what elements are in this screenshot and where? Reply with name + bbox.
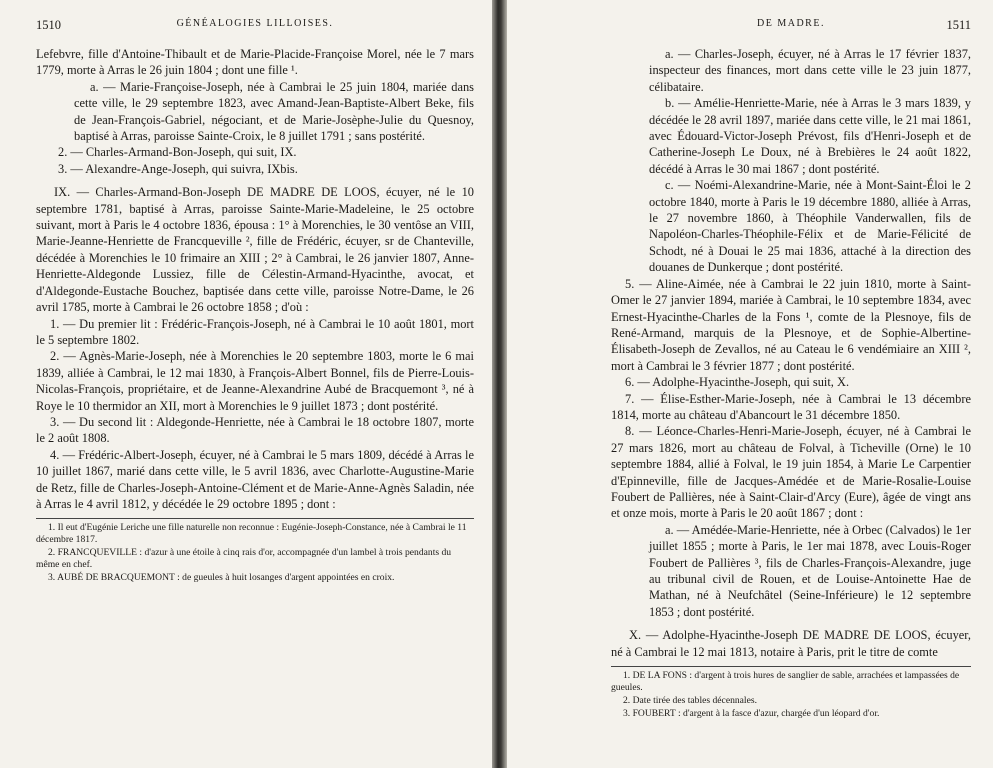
paragraph: 4. — Frédéric-Albert-Joseph, écuyer, né à Cambrai le 5 mars 1809, décédé à Arras le 10 juillet 1867, marié dans cette ville, le 5 avril 1836, avec Charlotte-Augustine-Marie de Retz, fille de Charles-Joseph-Antoine-Clément et de Marie-Anne-Agnès Saladin, née à Arras le 4 avril 1812, y décédée le 29 octobre 1895 ; dont : — [36, 447, 474, 511]
paragraph: IX. — Charles-Armand-Bon-Joseph DE MADRE DE LOOS, écuyer, né le 10 septembre 1781, baptisé à Arras, paroisse Sainte-Marie-Madeleine, le 25 octobre suivant, mort à Paris le 4 octobre 1836, épousa : 1° à Morenchies, le 30 ventôse an VIII, Marie-Jeanne-Henriette de Francqueville ², fille de Frédéric, écuyer, sr de Chanteville, décédée à Morenchies le 10 frimaire an XIII ; 2° à Cambrai, le 26 janvier 1807, Anne-Henriette-Aldegonde Lussiez, fille de Célestin-Armand-Hyacinthe, avocat, et d'Aldegonde-Eustache Bouchez, baptisée dans cette ville, paroisse Notre-Dame, le 26 avril 1785, morte à Cambrai le 26 octobre 1858 ; d'où : — [36, 185, 474, 315]
paragraph: 3. — Alexandre-Ange-Joseph, qui suivra, IXbis. — [58, 161, 298, 176]
paragraph: a. — Charles-Joseph, écuyer, né à Arras le 17 février 1837, inspecteur des finances, mort dans cette ville le 23 juin 1877, célibataire. — [649, 47, 971, 94]
footnote: 2. Date tirée des tables décennales. — [623, 695, 757, 707]
left-page-number: 1510 — [36, 18, 61, 32]
paragraph: 1. — Du premier lit : Frédéric-François-Joseph, né à Cambrai le 10 août 1801, mort le 5 septembre 1802. — [36, 316, 474, 347]
footnote: 1. Il eut d'Eugénie Leriche une fille naturelle non reconnue : Eugénie-Joseph-Constance, née à Cambrai le 11 décembre 1817. — [36, 522, 467, 546]
left-footnotes — [36, 522, 474, 584]
paragraph: a. — Amédée-Marie-Henriette, née à Orbec (Calvados) le 1er juillet 1855 ; morte à Paris, le 1er mai 1878, avec Louis-Roger Foubert de Pallières ³, fils de Charles-François-Alexandre, juge au tribunal civil de Rouen, et de Louise-Antoinette Hae de Mathan, né à Neufchâtel (Seine-Inférieure) le 12 septembre 1853 ; dont postérité. — [649, 522, 971, 619]
left-page-header — [36, 18, 474, 46]
left-page — [0, 0, 492, 768]
left-running-title: GÉNÉALOGIES LILLOISES. — [176, 18, 334, 29]
footnote: 2. FRANCQUEVILLE : d'azur à une étoile à cinq rais d'or, accompagnée d'un lambel à trois pendants du même en chef. — [36, 547, 452, 571]
footnote: 1. DE LA FONS : d'argent à trois hures de sanglier de sable, arrachées et lampassées de gueules. — [611, 670, 960, 694]
right-page — [507, 0, 993, 768]
footnote: 3. FOUBERT : d'argent à la fasce d'azur, chargée d'un léopard d'or. — [623, 708, 880, 720]
paragraph: 2. — Agnès-Marie-Joseph, née à Morenchies le 20 septembre 1803, morte le 6 mai 1839, alliée à Cambrai, le 12 mai 1830, à François-Albert Bonnel, fils de Pierre-Louis-Nicolas-François, propriétaire, et de Jeanne-Alexandrine Aubé de Bracquemont ³, né à Roye le 10 thermidor an XII, mort à Morenchies le 9 juillet 1873 ; dont postérité. — [36, 349, 474, 413]
footnote-rule — [611, 666, 971, 667]
paragraph: Lefebvre, fille d'Antoine-Thibault et de Marie-Placide-Françoise Morel, née le 7 mars 1779, morte à Arras le 26 juin 1804 ; dont une fille ¹. — [36, 47, 474, 78]
footnote: 3. AUBÉ DE BRACQUEMONT : de gueules à huit losanges d'argent appointées en croix. — [48, 572, 395, 584]
paragraph: 7. — Élise-Esther-Marie-Joseph, née à Cambrai le 13 décembre 1814, morte au château d'Abancourt le 31 décembre 1850. — [611, 391, 971, 422]
paragraph: X. — Adolphe-Hyacinthe-Joseph DE MADRE DE LOOS, écuyer, né à Cambrai le 12 mai 1813, notaire à Paris, prit le titre de comte — [611, 628, 971, 659]
right-running-title: DE MADRE. — [757, 18, 825, 29]
paragraph: 5. — Aline-Aimée, née à Cambrai le 22 juin 1810, morte à Saint-Omer le 27 janvier 1894, mariée à Cambrai, le 10 septembre 1834, avec Ernest-Hyacinthe-Charles de la Fons ¹, comte de la Plesnoye, fils de René-Armand, marquis de la Plesnoye, et de Sophie-Albertine-Élisabeth-Joseph de Zevallos, né au Cateau le 6 vendémiaire an XIII ², mort à Cambrai le 3 février 1877 ; dont postérité. — [611, 276, 971, 373]
right-body-text — [611, 46, 971, 660]
right-page-number: 1511 — [946, 18, 971, 32]
paragraph: c. — Noémi-Alexandrine-Marie, née à Mont-Saint-Éloi le 2 octobre 1840, morte à Paris le 19 décembre 1880, alliée à Arras, le 27 novembre 1860, à Théophile Vanderwallen, fils de Napoléon-Charles-Théophile-Félix et de Marie-Félicité de Schodt, né à Douai le 25 mai 1836, attaché à la direction des douanes de Dunkerque ; dont postérité. — [649, 178, 971, 275]
paragraph: 3. — Du second lit : Aldegonde-Henriette, née à Cambrai le 18 octobre 1807, morte le 2 août 1808. — [36, 414, 474, 446]
paragraph: 2. — Charles-Armand-Bon-Joseph, qui suit, IX. — [58, 145, 297, 160]
paragraph: 8. — Léonce-Charles-Henri-Marie-Joseph, écuyer, né à Cambrai le 27 mars 1826, mort au château de Folval, à Ticheville (Orne) le 10 septembre 1884, allié à Folval, le 19 juin 1854, à Marie Le Carpentier d'Epinneville, fille de Jacques-Amédée et de Marie-Rosalie-Louise Foubert de Pallières, née à Saint-Clair-d'Arcy (Eure), âgée de vingt ans et onze mois, morte à Paris le 20 août 1867 ; dont : — [611, 424, 971, 521]
right-page-header — [611, 18, 971, 46]
paragraph: a. — Marie-Françoise-Joseph, née à Cambrai le 25 juin 1804, mariée dans cette ville, le 29 septembre 1823, avec Amand-Jean-Baptiste-Albert Beke, fils de Jean-François-Gabriel, négociant, et de Marie-Josèphe-Julie du Quesnoy, baptisé à Arras, paroisse Sainte-Croix, le 8 juillet 1791 ; sans postérité. — [74, 79, 474, 144]
right-footnotes — [611, 670, 971, 720]
book-gutter — [492, 0, 507, 768]
left-body-text — [36, 46, 474, 512]
footnote-rule — [36, 518, 474, 519]
paragraph: b. — Amélie-Henriette-Marie, née à Arras le 3 mars 1839, y décédée le 28 avril 1897, mariée dans cette ville, le 21 mai 1861, avec Édouard-Victor-Joseph Prévost, fils d'Henri-Joseph et de Catherine-Joseph Le Doux, né à Brebières le 24 août 1822, décédé à Arras le 30 mai 1867 ; dont postérité. — [649, 96, 971, 176]
paragraph: 6. — Adolphe-Hyacinthe-Joseph, qui suit, X. — [625, 375, 850, 390]
